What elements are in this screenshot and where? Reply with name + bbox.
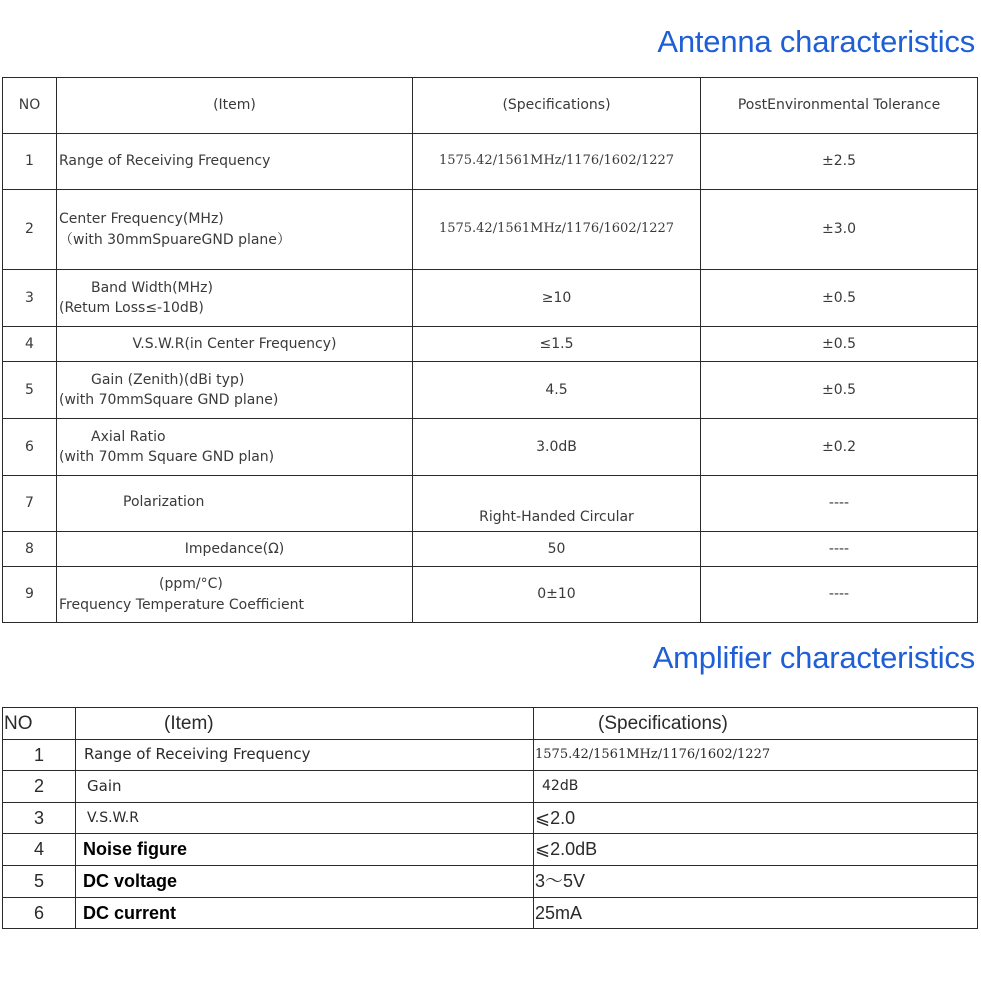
table-row (3, 898, 978, 929)
header-item: (Item) (57, 78, 413, 134)
row-no: 3 (3, 803, 76, 834)
row-tolerance: ±0.5 (701, 327, 978, 362)
header-item: (Item) (76, 708, 534, 740)
row-item-text: Axial Ratio (91, 428, 166, 445)
row-tolerance: ±0.5 (701, 362, 978, 419)
header-spec: (Specifications) (534, 708, 978, 740)
row-no: 1 (3, 740, 76, 771)
row-tolerance: ±0.5 (701, 270, 978, 327)
row-item-text: Center Frequency(MHz) (59, 211, 224, 228)
row-item: Gain (76, 771, 534, 803)
row-item-text: Impedance(Ω) (184, 540, 285, 557)
row-item (57, 362, 413, 419)
row-tolerance: ±2.5 (701, 134, 978, 190)
row-item (57, 567, 413, 623)
row-item (57, 419, 413, 476)
row-item-subtext: Frequency Temperature Coefficient (59, 596, 304, 613)
row-item (57, 190, 413, 270)
row-spec: 0±10 (413, 567, 701, 623)
table-row (3, 327, 978, 362)
row-no: 4 (3, 327, 57, 362)
row-no: 3 (3, 270, 57, 327)
amplifier-characteristics-title: Amplifier characteristics (652, 640, 975, 675)
table-header-row (3, 78, 978, 134)
row-no: 1 (3, 134, 57, 190)
row-item (57, 270, 413, 327)
row-item-text: Gain (Zenith)(dBi typ) (91, 371, 245, 388)
header-no: NO (3, 708, 76, 740)
row-spec: ≥10 (413, 270, 701, 327)
row-spec: 4.5 (413, 362, 701, 419)
table-row (3, 270, 978, 327)
row-spec: 3.0dB (413, 419, 701, 476)
row-item (57, 476, 413, 532)
antenna-table (2, 77, 978, 623)
table-row (3, 190, 978, 270)
row-spec: 1575.42/1561MHz/1176/1602/1227 (534, 740, 978, 771)
row-item: Range of Receiving Frequency (76, 740, 534, 771)
row-no: 5 (3, 866, 76, 898)
table-header-row (3, 708, 978, 740)
row-tolerance: ±3.0 (701, 190, 978, 270)
antenna-characteristics-title: Antenna characteristics (657, 24, 975, 59)
table-row (3, 532, 978, 567)
row-tolerance: ---- (701, 532, 978, 567)
row-tolerance: ---- (701, 476, 978, 532)
row-tolerance: ±0.2 (701, 419, 978, 476)
row-item-text: Band Width(MHz) (91, 279, 213, 296)
row-item-text: Polarization (123, 494, 205, 510)
row-spec: ⩽2.0 (534, 803, 978, 834)
row-no: 5 (3, 362, 57, 419)
table-row (3, 866, 978, 898)
row-no: 7 (3, 476, 57, 532)
row-no: 6 (3, 419, 57, 476)
row-item (57, 327, 413, 362)
row-spec: Right-Handed Circular (413, 476, 701, 532)
table-row (3, 771, 978, 803)
header-spec: (Specifications) (413, 78, 701, 134)
row-item-text: Range of Receiving Frequency (59, 153, 271, 170)
row-item-subtext: (Retum Loss≤-10dB) (59, 300, 204, 316)
row-spec: 50 (413, 532, 701, 567)
table-row (3, 419, 978, 476)
header-tolerance: PostEnvironmental Tolerance (701, 78, 978, 134)
row-item-text: V.S.W.R(in Center Frequency) (132, 335, 337, 352)
row-item-subtext: （with 30mmSpuareGND plane） (59, 231, 291, 248)
row-spec: 42dB (534, 771, 978, 803)
row-item (57, 134, 413, 190)
row-no: 8 (3, 532, 57, 567)
row-item-subtext: (with 70mm Square GND plan) (59, 449, 275, 465)
row-spec: 1575.42/1561MHz/1176/1602/1227 (413, 134, 701, 190)
row-item-text: (ppm/°C) (159, 576, 223, 593)
row-spec: 3～5V (534, 866, 978, 898)
row-spec: ⩽2.0dB (534, 834, 978, 866)
row-item: DC current (76, 898, 534, 929)
row-no: 2 (3, 190, 57, 270)
row-item (57, 532, 413, 567)
table-row (3, 134, 978, 190)
row-item: V.S.W.R (76, 803, 534, 834)
table-row (3, 567, 978, 623)
row-item-subtext: (with 70mmSquare GND plane) (59, 392, 279, 408)
table-row (3, 740, 978, 771)
table-row (3, 476, 978, 532)
row-no: 6 (3, 898, 76, 929)
row-spec: 1575.42/1561MHz/1176/1602/1227 (413, 190, 701, 270)
row-spec: ≤1.5 (413, 327, 701, 362)
row-tolerance: ---- (701, 567, 978, 623)
table-row (3, 362, 978, 419)
row-spec: 25mA (534, 898, 978, 929)
table-row (3, 803, 978, 834)
row-no: 2 (3, 771, 76, 803)
amplifier-table (2, 707, 978, 929)
row-item: Noise figure (76, 834, 534, 866)
header-no: NO (3, 78, 57, 134)
table-row (3, 834, 978, 866)
row-no: 4 (3, 834, 76, 866)
row-no: 9 (3, 567, 57, 623)
row-item: DC voltage (76, 866, 534, 898)
